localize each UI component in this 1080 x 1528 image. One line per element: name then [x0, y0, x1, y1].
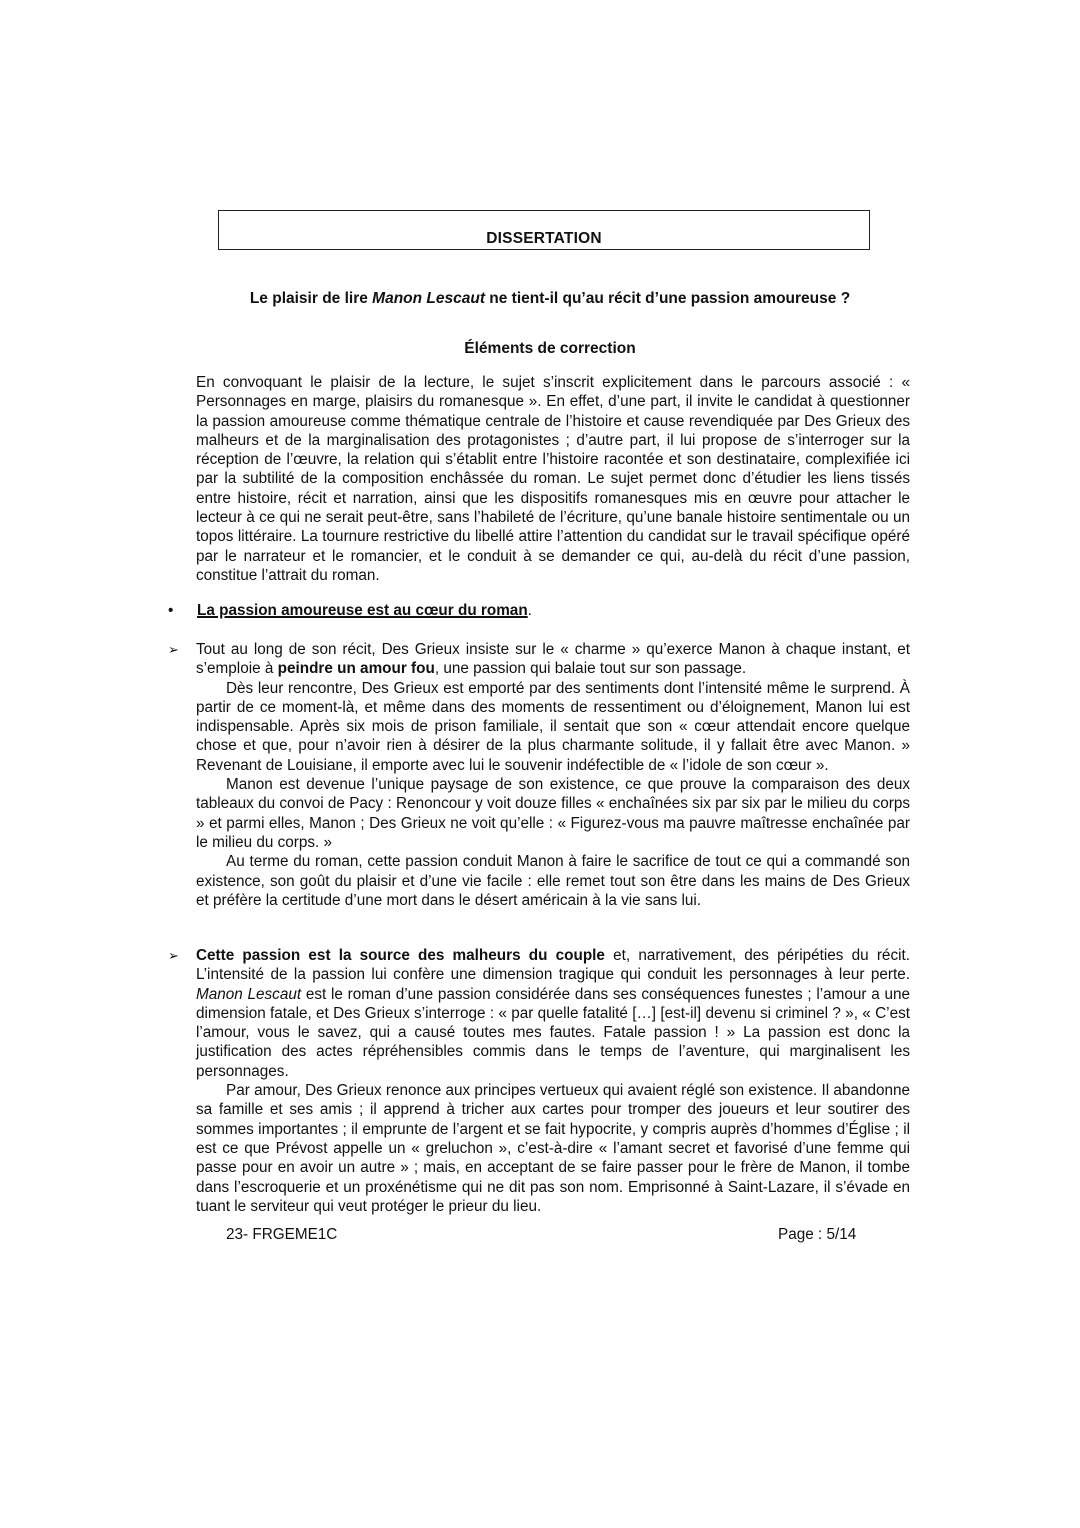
subject-italic-title: Manon Lescaut	[372, 290, 485, 307]
intro-paragraph: En convoquant le plaisir de la lecture, le sujet s’inscrit explicitement dans le parcours associé : « Personnages en marge, plaisirs du romanesque ». En effet, d’une part, il invite le candidat à questionner la passion amoureuse comme thématique centrale de l’histoire et cause revendiquée par Des Grieux des malheurs et de la marginalisation des protagonistes ; d’autre part, il lui propose de s’interroger sur la réception de l’œuvre, la relation qui s’établit entre l’histoire racontée et son destinataire, complexifiée ici par la subtilité de la composition enchâssée du roman. Le sujet permet donc d’étudier les liens tissés entre histoire, récit et narration, ainsi que les dispositifs romanesques mis en œuvre pour attacher le lecteur à ce qui ne serait peut-être, sans l’habileté de l’écriture, qu’une banale histoire sentimentale ou un topos littéraire. La tournure restrictive du libellé attire l’attention du candidat sur le travail spécifique opéré par le narrateur et le romancier, et le conduit à se demander ce qui, au-delà du récit d’une passion, constitue l’attrait du roman.	[196, 374, 910, 584]
lead-text: Tout au long de son récit, Des Grieux insiste sur le « charme » qu’exerce Manon à chaque instant, et s’emploie à	[196, 641, 910, 678]
point-lead	[196, 946, 910, 1081]
subject-prefix: Le plaisir de lire	[249, 290, 373, 307]
paragraph: Manon est devenue l’unique paysage de son existence, ce que prouve la comparaison des deux tableaux du convoi de Pacy : Renoncour y voit douze filles « enchaînées six par six par le milieu du corps » et parmi elles, Manon ; Des Grieux ne voit qu’elle : « Figurez-vous ma pauvre maîtresse enchaînée par le milieu du corps. »	[196, 776, 910, 851]
bullet-icon: •	[168, 602, 174, 619]
page-title: DISSERTATION	[486, 230, 602, 247]
arrow-bullet-icon: ➢	[168, 948, 179, 963]
paragraph: Par amour, Des Grieux renonce aux principes vertueux qui avaient réglé son existence. Il abandonne sa famille et ses amis ; il apprend à tricher aux cartes pour tromper des joueurs et leur soutirer des sommes importantes ; il emprunte de l’argent et se fait hypocrite, y compris auprès d’hommes d’Église ; il est ce que Prévost appelle un « greluchon », c’est-à-dire « l’amant secret et favorisé d’une femme qui passe pour en avoir un autre » ; mais, en acceptant de se faire passer pour le frère de Manon, il tombe dans l’escroquerie et un proxénétisme qui ne dit pas son nom. Emprisonné à Saint-Lazare, il s’évade en tuant le serviteur qui veut protéger le prieur du lieu.	[196, 1082, 910, 1215]
argument-point-1	[168, 640, 910, 910]
section-subtitle: Éléments de correction	[464, 340, 636, 357]
lead-bold: Cette passion est la source des malheurs du couple	[196, 947, 605, 964]
lead-text-end: est le roman d’une passion considérée dans ses conséquences funestes ; l’amour a une dimension fatale, et Des Grieux s’interroge : « par quelle fatalité […] [est-il] devenu si criminel ? », « C’est l’amour, vous le savez, qui a causé toutes mes fautes. Fatale passion ! » La passion est donc la justification des actes répréhensibles commis dans le temps de l’aventure, qui marginalisent les personnages.	[196, 985, 910, 1080]
point-lead	[196, 640, 910, 679]
argument-point-2	[168, 946, 910, 1216]
lead-text-end: , une passion qui balaie tout sur son passage.	[434, 660, 747, 678]
section-heading-end: .	[527, 602, 532, 619]
paragraph: Dès leur rencontre, Des Grieux est emporté par des sentiments dont l’intensité même le surprend. À partir de ce moment-là, et même dans des moments de ressentiment ou d’éloignement, Manon lui est indispensable. Après six mois de prison familiale, il sentait que son « cœur attendait encore quelque chose et que, pour n’avoir rien à désirer de la plus charmante solitude, il y fallait être avec Manon. » Revenant de Louisiane, il emporte avec lui le souvenir indéfectible de « l’idole de son cœur ».	[196, 679, 910, 774]
section-heading-text: La passion amoureuse est au cœur du roman	[197, 602, 528, 619]
dissertation-subject	[190, 290, 910, 308]
subject-suffix: ne tient-il qu’au récit d’une passion amoureuse ?	[484, 290, 851, 307]
section-heading	[168, 602, 532, 620]
footer-code: 23- FRGEME1C	[226, 1226, 338, 1243]
paragraph: Au terme du roman, cette passion conduit Manon à faire le sacrifice de tout ce qui a commandé son existence, son goût du plaisir et d’une vie facile : elle remet tout son être dans les mains de Des Grieux et préfère la certitude d’une mort dans le désert américain à la vie sans lui.	[196, 853, 910, 909]
arrow-bullet-icon: ➢	[168, 642, 179, 657]
lead-text: et, narrativement, des péripéties du récit. L’intensité de la passion lui confère une dimension tragique qui conduit les personnages à leur perte.	[196, 947, 910, 984]
lead-bold: peindre un amour fou	[277, 660, 435, 678]
title-box	[218, 210, 870, 250]
lead-italic: Manon Lescaut	[196, 985, 302, 1003]
page-number: Page : 5/14	[778, 1226, 857, 1243]
